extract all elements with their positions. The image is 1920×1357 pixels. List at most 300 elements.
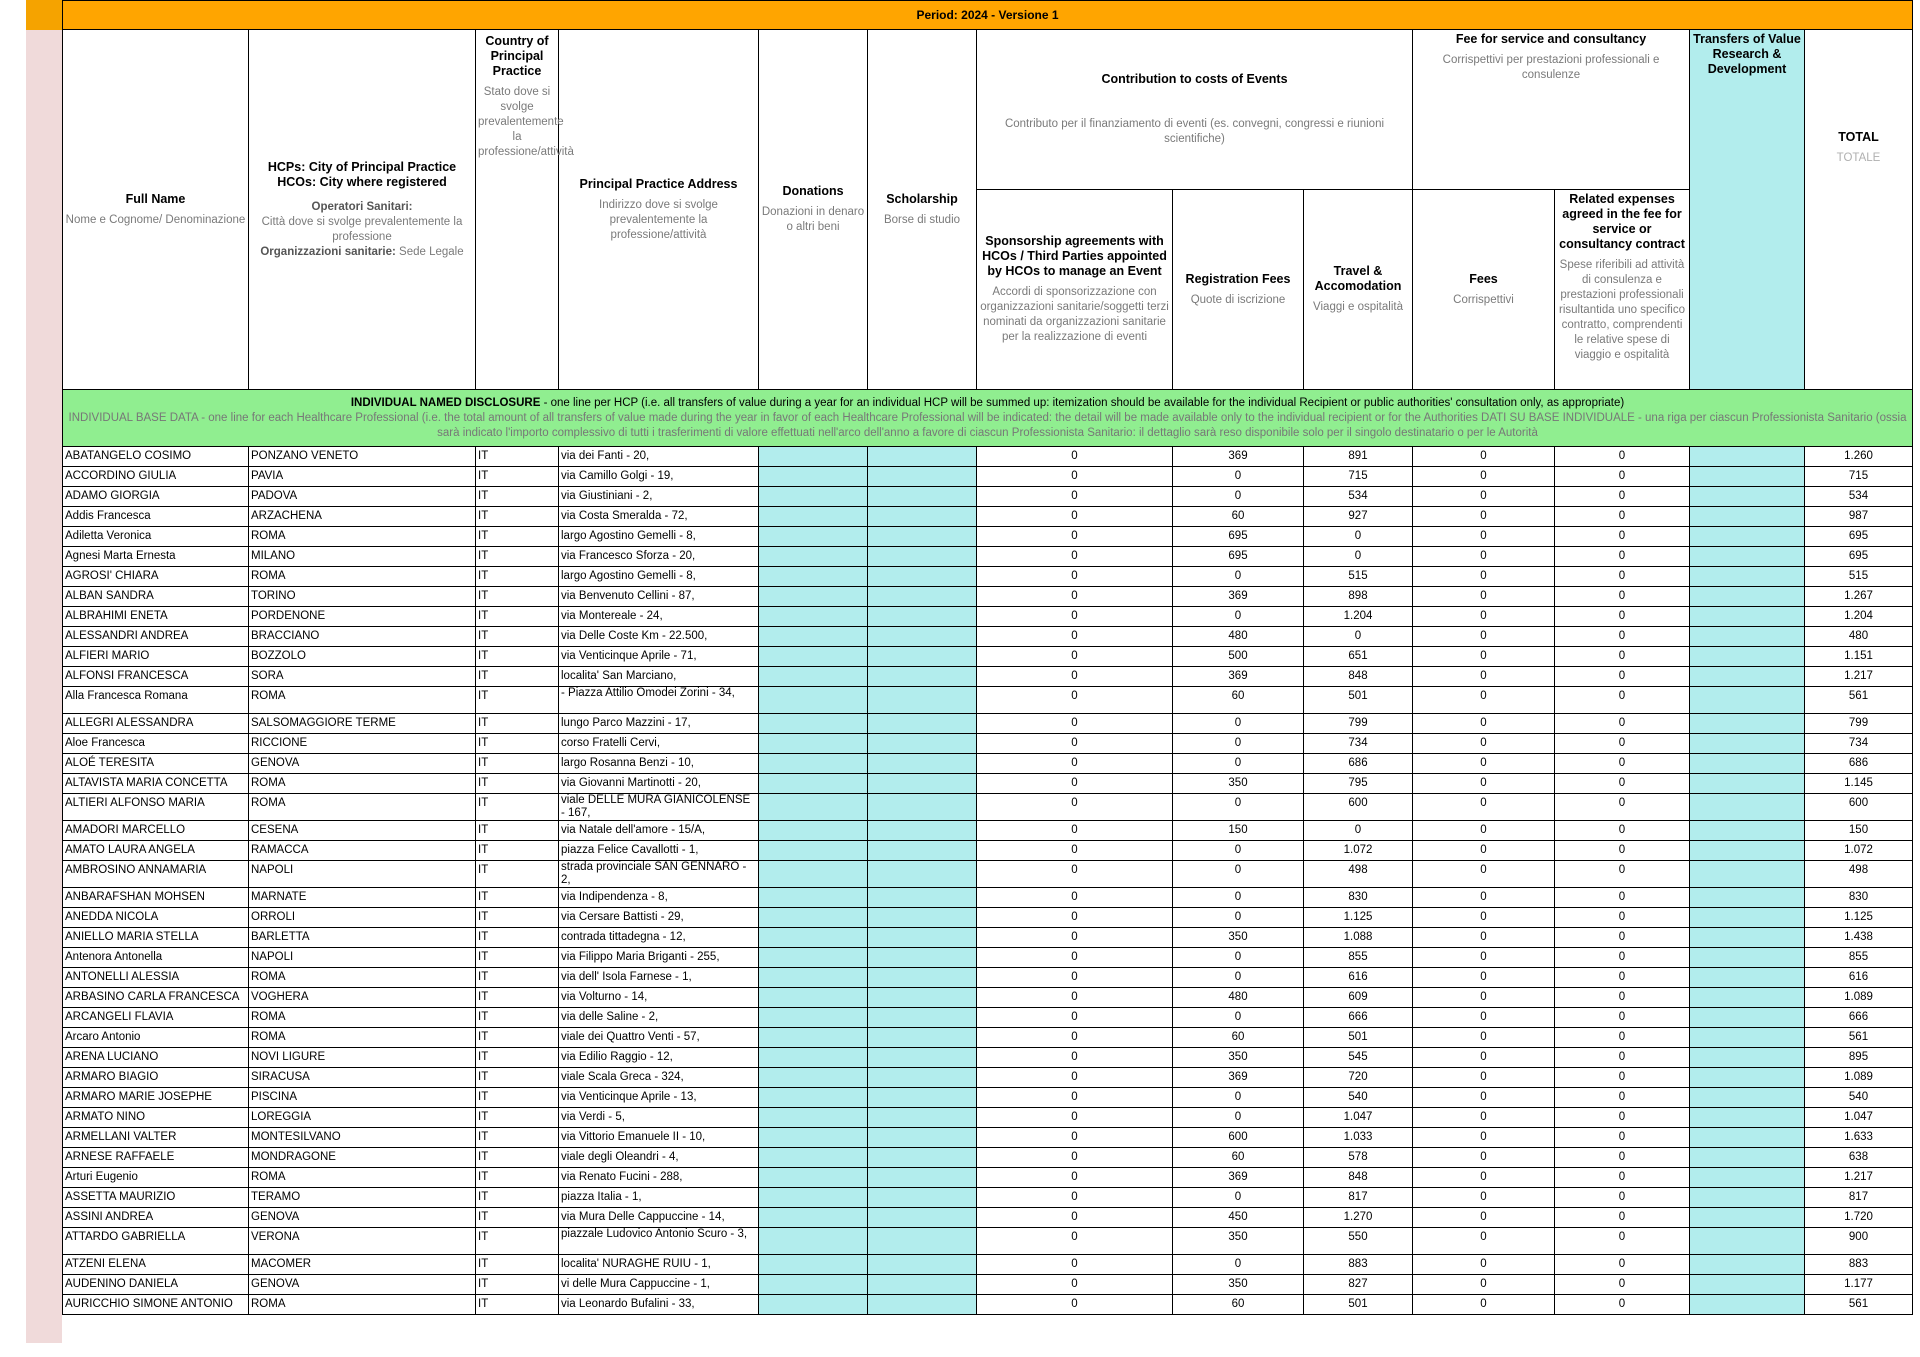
cell-country: IT xyxy=(476,774,559,794)
cell-travel: 515 xyxy=(1304,567,1413,587)
table-row xyxy=(63,794,1913,821)
cell-travel: 498 xyxy=(1304,861,1413,888)
cell-rd xyxy=(1690,1088,1805,1108)
cell-registration: 350 xyxy=(1173,1228,1304,1255)
cell-fees: 0 xyxy=(1413,1255,1555,1275)
cell-related: 0 xyxy=(1555,1228,1690,1255)
cell-city: ARZACHENA xyxy=(249,507,476,527)
table-row xyxy=(63,1088,1913,1108)
cell-related: 0 xyxy=(1555,507,1690,527)
cell-donations xyxy=(759,1188,868,1208)
travel-header: Travel & Accomodation Viaggi e ospitalità xyxy=(1304,190,1413,390)
cell-name: ALOÉ TERESITA xyxy=(63,754,249,774)
table-row xyxy=(63,1168,1913,1188)
cell-sponsorship: 0 xyxy=(977,527,1173,547)
cell-country: IT xyxy=(476,1028,559,1048)
cell-address: largo Rosanna Benzi - 10, xyxy=(559,754,759,774)
cell-registration: 0 xyxy=(1173,487,1304,507)
table-row xyxy=(63,587,1913,607)
cell-donations xyxy=(759,1028,868,1048)
related-expenses-header: Related expenses agreed in the fee for service or consultancy contract Spese riferibili ad attività di consulenza e prestazioni professionali risultantida uno specifico contratto, comprendenti le relative spese di viaggio e ospitalità xyxy=(1555,190,1690,390)
cell-country: IT xyxy=(476,687,559,714)
table-row xyxy=(63,667,1913,687)
cell-rd xyxy=(1690,507,1805,527)
table-row xyxy=(63,1108,1913,1128)
cell-name: ANIELLO MARIA STELLA xyxy=(63,928,249,948)
cell-total: 734 xyxy=(1805,734,1913,754)
cell-fees: 0 xyxy=(1413,714,1555,734)
cell-rd xyxy=(1690,627,1805,647)
cell-travel: 0 xyxy=(1304,547,1413,567)
cell-donations xyxy=(759,1108,868,1128)
rd-header: Transfers of Value Research & Development xyxy=(1690,30,1805,390)
cell-registration: 695 xyxy=(1173,547,1304,567)
cell-address: via Leonardo Bufalini - 33, xyxy=(559,1295,759,1315)
cell-total: 638 xyxy=(1805,1148,1913,1168)
cell-city: VERONA xyxy=(249,1228,476,1255)
cell-country: IT xyxy=(476,861,559,888)
cell-donations xyxy=(759,908,868,928)
cell-address: via Natale dell'amore - 15/A, xyxy=(559,821,759,841)
cell-sponsorship: 0 xyxy=(977,547,1173,567)
cell-related: 0 xyxy=(1555,1048,1690,1068)
cell-registration: 480 xyxy=(1173,627,1304,647)
cell-registration: 500 xyxy=(1173,647,1304,667)
cell-fees: 0 xyxy=(1413,687,1555,714)
cell-rd xyxy=(1690,487,1805,507)
corner-cell xyxy=(26,0,63,30)
cell-name: AMADORI MARCELLO xyxy=(63,821,249,841)
cell-rd xyxy=(1690,821,1805,841)
cell-related: 0 xyxy=(1555,527,1690,547)
cell-related: 0 xyxy=(1555,587,1690,607)
cell-rd xyxy=(1690,1048,1805,1068)
cell-name: ALBRAHIMI ENETA xyxy=(63,607,249,627)
cell-name: ALFONSI FRANCESCA xyxy=(63,667,249,687)
cell-name: ARENA LUCIANO xyxy=(63,1048,249,1068)
cell-registration: 369 xyxy=(1173,447,1304,467)
cell-travel: 501 xyxy=(1304,1028,1413,1048)
cell-fees: 0 xyxy=(1413,1188,1555,1208)
cell-city: RICCIONE xyxy=(249,734,476,754)
cell-scholarship xyxy=(868,507,977,527)
cell-total: 561 xyxy=(1805,1295,1913,1315)
cell-travel: 1.125 xyxy=(1304,908,1413,928)
cell-city: TORINO xyxy=(249,587,476,607)
cell-travel: 540 xyxy=(1304,1088,1413,1108)
cell-related: 0 xyxy=(1555,928,1690,948)
cell-total: 540 xyxy=(1805,1088,1913,1108)
cell-fees: 0 xyxy=(1413,988,1555,1008)
cell-donations xyxy=(759,754,868,774)
cell-scholarship xyxy=(868,587,977,607)
cell-sponsorship: 0 xyxy=(977,1108,1173,1128)
cell-scholarship xyxy=(868,841,977,861)
cell-fees: 0 xyxy=(1413,1068,1555,1088)
cell-total: 1.267 xyxy=(1805,587,1913,607)
cell-fees: 0 xyxy=(1413,1028,1555,1048)
cell-related: 0 xyxy=(1555,908,1690,928)
cell-donations xyxy=(759,627,868,647)
cell-travel: 550 xyxy=(1304,1228,1413,1255)
cell-address: via Edilio Raggio - 12, xyxy=(559,1048,759,1068)
cell-country: IT xyxy=(476,948,559,968)
cell-address: largo Agostino Gemelli - 8, xyxy=(559,527,759,547)
cell-related: 0 xyxy=(1555,667,1690,687)
cell-sponsorship: 0 xyxy=(977,1128,1173,1148)
cell-total: 600 xyxy=(1805,794,1913,821)
cell-rd xyxy=(1690,1168,1805,1188)
cell-total: 666 xyxy=(1805,1008,1913,1028)
table-row xyxy=(63,1128,1913,1148)
cell-city: PONZANO VENETO xyxy=(249,447,476,467)
cell-city: NAPOLI xyxy=(249,948,476,968)
cell-rd xyxy=(1690,567,1805,587)
cell-city: GENOVA xyxy=(249,1275,476,1295)
cell-travel: 0 xyxy=(1304,527,1413,547)
cell-city: ROMA xyxy=(249,968,476,988)
cell-fees: 0 xyxy=(1413,928,1555,948)
cell-city: SORA xyxy=(249,667,476,687)
cell-fees: 0 xyxy=(1413,1295,1555,1315)
cell-fees: 0 xyxy=(1413,774,1555,794)
cell-fees: 0 xyxy=(1413,1048,1555,1068)
period-header: Period: 2024 - Versione 1 xyxy=(63,1,1913,30)
cell-scholarship xyxy=(868,1148,977,1168)
cell-scholarship xyxy=(868,968,977,988)
cell-scholarship xyxy=(868,1088,977,1108)
cell-travel: 616 xyxy=(1304,968,1413,988)
cell-country: IT xyxy=(476,754,559,774)
cell-scholarship xyxy=(868,861,977,888)
cell-registration: 0 xyxy=(1173,467,1304,487)
cell-name: ANEDDA NICOLA xyxy=(63,908,249,928)
cell-address: via Cersare Battisti - 29, xyxy=(559,908,759,928)
cell-total: 1.089 xyxy=(1805,988,1913,1008)
cell-city: CESENA xyxy=(249,821,476,841)
scholarship-header: Scholarship Borse di studio xyxy=(868,30,977,390)
events-header: Contribution to costs of Events Contributo per il finanziamento di eventi (es. convegni, congressi e riunioni scientifiche) xyxy=(977,30,1413,190)
cell-travel: 927 xyxy=(1304,507,1413,527)
cell-city: NOVI LIGURE xyxy=(249,1048,476,1068)
cell-fees: 0 xyxy=(1413,647,1555,667)
cell-rd xyxy=(1690,467,1805,487)
cell-address: viale DELLE MURA GIANICOLENSE - 167, xyxy=(559,794,759,821)
cell-scholarship xyxy=(868,567,977,587)
cell-country: IT xyxy=(476,1068,559,1088)
cell-country: IT xyxy=(476,988,559,1008)
cell-scholarship xyxy=(868,774,977,794)
cell-address: via Volturno - 14, xyxy=(559,988,759,1008)
cell-travel: 666 xyxy=(1304,1008,1413,1028)
cell-total: 480 xyxy=(1805,627,1913,647)
cell-address: piazza Italia - 1, xyxy=(559,1188,759,1208)
cell-address: localita' San Marciano, xyxy=(559,667,759,687)
cell-fees: 0 xyxy=(1413,908,1555,928)
cell-sponsorship: 0 xyxy=(977,1048,1173,1068)
cell-related: 0 xyxy=(1555,487,1690,507)
cell-city: ROMA xyxy=(249,1008,476,1028)
cell-total: 1.151 xyxy=(1805,647,1913,667)
cell-address: via Giovanni Martinotti - 20, xyxy=(559,774,759,794)
cell-fees: 0 xyxy=(1413,607,1555,627)
cell-address: viale dei Quattro Venti - 57, xyxy=(559,1028,759,1048)
cell-city: PAVIA xyxy=(249,467,476,487)
cell-sponsorship: 0 xyxy=(977,587,1173,607)
cell-scholarship xyxy=(868,687,977,714)
cell-total: 1.089 xyxy=(1805,1068,1913,1088)
cell-name: ALLEGRI ALESSANDRA xyxy=(63,714,249,734)
cell-fees: 0 xyxy=(1413,1208,1555,1228)
cell-city: PADOVA xyxy=(249,487,476,507)
cell-address: via Venticinque Aprile - 71, xyxy=(559,647,759,667)
cell-related: 0 xyxy=(1555,841,1690,861)
table-row xyxy=(63,714,1913,734)
cell-scholarship xyxy=(868,1208,977,1228)
cell-related: 0 xyxy=(1555,1068,1690,1088)
cell-address: vi delle Mura Cappuccine - 1, xyxy=(559,1275,759,1295)
cell-rd xyxy=(1690,1188,1805,1208)
cell-address: lungo Parco Mazzini - 17, xyxy=(559,714,759,734)
cell-rd xyxy=(1690,1028,1805,1048)
table-row xyxy=(63,507,1913,527)
cell-name: ACCORDINO GIULIA xyxy=(63,467,249,487)
cell-travel: 830 xyxy=(1304,888,1413,908)
cell-rd xyxy=(1690,687,1805,714)
cell-donations xyxy=(759,587,868,607)
cell-address: via Mura Delle Cappuccine - 14, xyxy=(559,1208,759,1228)
cell-sponsorship: 0 xyxy=(977,1028,1173,1048)
table-row xyxy=(63,1008,1913,1028)
cell-registration: 600 xyxy=(1173,1128,1304,1148)
table-row xyxy=(63,1275,1913,1295)
cell-country: IT xyxy=(476,1108,559,1128)
cell-registration: 0 xyxy=(1173,948,1304,968)
cell-related: 0 xyxy=(1555,1255,1690,1275)
cell-sponsorship: 0 xyxy=(977,447,1173,467)
cell-address: viale Scala Greca - 324, xyxy=(559,1068,759,1088)
cell-fees: 0 xyxy=(1413,527,1555,547)
cell-sponsorship: 0 xyxy=(977,774,1173,794)
cell-related: 0 xyxy=(1555,968,1690,988)
cell-city: MACOMER xyxy=(249,1255,476,1275)
cell-city: PORDENONE xyxy=(249,607,476,627)
cell-name: ARMARO MARIE JOSEPHE xyxy=(63,1088,249,1108)
cell-name: ARMATO NINO xyxy=(63,1108,249,1128)
cell-rd xyxy=(1690,928,1805,948)
cell-city: MILANO xyxy=(249,547,476,567)
cell-donations xyxy=(759,1128,868,1148)
cell-name: ALTIERI ALFONSO MARIA xyxy=(63,794,249,821)
cell-country: IT xyxy=(476,507,559,527)
table-row xyxy=(63,447,1913,467)
table-row xyxy=(63,968,1913,988)
cell-donations xyxy=(759,547,868,567)
cell-total: 1.260 xyxy=(1805,447,1913,467)
cell-scholarship xyxy=(868,607,977,627)
cell-name: ALBAN SANDRA xyxy=(63,587,249,607)
cell-address: via dell' Isola Farnese - 1, xyxy=(559,968,759,988)
cell-country: IT xyxy=(476,1128,559,1148)
cell-donations xyxy=(759,687,868,714)
cell-donations xyxy=(759,1255,868,1275)
cell-rd xyxy=(1690,1255,1805,1275)
table-row xyxy=(63,734,1913,754)
cell-travel: 848 xyxy=(1304,667,1413,687)
cell-scholarship xyxy=(868,948,977,968)
cell-registration: 369 xyxy=(1173,667,1304,687)
cell-rd xyxy=(1690,754,1805,774)
cell-donations xyxy=(759,948,868,968)
cell-travel: 0 xyxy=(1304,821,1413,841)
cell-country: IT xyxy=(476,1048,559,1068)
cell-scholarship xyxy=(868,754,977,774)
cell-registration: 350 xyxy=(1173,928,1304,948)
cell-total: 1.177 xyxy=(1805,1275,1913,1295)
cell-fees: 0 xyxy=(1413,888,1555,908)
cell-scholarship xyxy=(868,1275,977,1295)
cell-country: IT xyxy=(476,547,559,567)
cell-registration: 60 xyxy=(1173,1148,1304,1168)
cell-related: 0 xyxy=(1555,888,1690,908)
cell-city: SIRACUSA xyxy=(249,1068,476,1088)
total-header: TOTAL TOTALE xyxy=(1805,30,1913,390)
cell-sponsorship: 0 xyxy=(977,734,1173,754)
cell-rd xyxy=(1690,647,1805,667)
cell-donations xyxy=(759,467,868,487)
cell-travel: 1.072 xyxy=(1304,841,1413,861)
cell-sponsorship: 0 xyxy=(977,467,1173,487)
cell-scholarship xyxy=(868,888,977,908)
cell-registration: 0 xyxy=(1173,841,1304,861)
cell-city: ORROLI xyxy=(249,908,476,928)
cell-country: IT xyxy=(476,447,559,467)
cell-scholarship xyxy=(868,627,977,647)
cell-fees: 0 xyxy=(1413,1108,1555,1128)
cell-name: Aloe Francesca xyxy=(63,734,249,754)
cell-address: via Giustiniani - 2, xyxy=(559,487,759,507)
cell-total: 1.072 xyxy=(1805,841,1913,861)
cell-total: 799 xyxy=(1805,714,1913,734)
cell-sponsorship: 0 xyxy=(977,1208,1173,1228)
cell-city: ROMA xyxy=(249,774,476,794)
cell-sponsorship: 0 xyxy=(977,1275,1173,1295)
cell-donations xyxy=(759,774,868,794)
cell-fees: 0 xyxy=(1413,734,1555,754)
cell-registration: 60 xyxy=(1173,1295,1304,1315)
cell-sponsorship: 0 xyxy=(977,1008,1173,1028)
cell-fees: 0 xyxy=(1413,627,1555,647)
cell-scholarship xyxy=(868,1168,977,1188)
cell-scholarship xyxy=(868,1048,977,1068)
cell-donations xyxy=(759,1295,868,1315)
table-row xyxy=(63,1068,1913,1088)
cell-total: 561 xyxy=(1805,1028,1913,1048)
cell-country: IT xyxy=(476,734,559,754)
cell-rd xyxy=(1690,1108,1805,1128)
cell-city: MARNATE xyxy=(249,888,476,908)
cell-country: IT xyxy=(476,888,559,908)
cell-rd xyxy=(1690,794,1805,821)
cell-country: IT xyxy=(476,1208,559,1228)
cell-rd xyxy=(1690,667,1805,687)
cell-country: IT xyxy=(476,1275,559,1295)
cell-registration: 0 xyxy=(1173,714,1304,734)
cell-total: 900 xyxy=(1805,1228,1913,1255)
cell-travel: 1.270 xyxy=(1304,1208,1413,1228)
cell-travel: 686 xyxy=(1304,754,1413,774)
cell-registration: 0 xyxy=(1173,968,1304,988)
cell-fees: 0 xyxy=(1413,1008,1555,1028)
cell-rd xyxy=(1690,607,1805,627)
cell-donations xyxy=(759,1068,868,1088)
cell-registration: 0 xyxy=(1173,754,1304,774)
cell-country: IT xyxy=(476,527,559,547)
cell-address: via Francesco Sforza - 20, xyxy=(559,547,759,567)
cell-total: 686 xyxy=(1805,754,1913,774)
cell-country: IT xyxy=(476,1088,559,1108)
table-row xyxy=(63,841,1913,861)
cell-travel: 578 xyxy=(1304,1148,1413,1168)
cell-total: 1.125 xyxy=(1805,908,1913,928)
cell-rd xyxy=(1690,547,1805,567)
cell-travel: 848 xyxy=(1304,1168,1413,1188)
cell-donations xyxy=(759,1008,868,1028)
cell-registration: 480 xyxy=(1173,988,1304,1008)
cell-travel: 501 xyxy=(1304,687,1413,714)
cell-registration: 350 xyxy=(1173,774,1304,794)
table-row xyxy=(63,774,1913,794)
cell-city: ROMA xyxy=(249,527,476,547)
table-row xyxy=(63,948,1913,968)
cell-travel: 891 xyxy=(1304,447,1413,467)
cell-travel: 501 xyxy=(1304,1295,1413,1315)
cell-city: ROMA xyxy=(249,1028,476,1048)
cell-rd xyxy=(1690,1275,1805,1295)
cell-name: AMBROSINO ANNAMARIA xyxy=(63,861,249,888)
cell-travel: 600 xyxy=(1304,794,1413,821)
cell-related: 0 xyxy=(1555,627,1690,647)
cell-registration: 0 xyxy=(1173,1255,1304,1275)
cell-total: 695 xyxy=(1805,527,1913,547)
cell-donations xyxy=(759,928,868,948)
cell-scholarship xyxy=(868,1008,977,1028)
cell-city: BRACCIANO xyxy=(249,627,476,647)
cell-related: 0 xyxy=(1555,754,1690,774)
cell-total: 1.217 xyxy=(1805,1168,1913,1188)
table-row xyxy=(63,888,1913,908)
cell-scholarship xyxy=(868,714,977,734)
cell-city: ROMA xyxy=(249,687,476,714)
cell-total: 1.047 xyxy=(1805,1108,1913,1128)
cell-donations xyxy=(759,647,868,667)
cell-country: IT xyxy=(476,1295,559,1315)
cell-city: RAMACCA xyxy=(249,841,476,861)
cell-name: Arturi Eugenio xyxy=(63,1168,249,1188)
cell-travel: 0 xyxy=(1304,627,1413,647)
cell-donations xyxy=(759,714,868,734)
cell-related: 0 xyxy=(1555,1188,1690,1208)
cell-related: 0 xyxy=(1555,821,1690,841)
cell-fees: 0 xyxy=(1413,794,1555,821)
cell-travel: 795 xyxy=(1304,774,1413,794)
cell-sponsorship: 0 xyxy=(977,821,1173,841)
full-name-header: Full Name Nome e Cognome/ Denominazione xyxy=(63,30,249,390)
cell-scholarship xyxy=(868,467,977,487)
cell-registration: 450 xyxy=(1173,1208,1304,1228)
cell-fees: 0 xyxy=(1413,1168,1555,1188)
cell-city: BARLETTA xyxy=(249,928,476,948)
